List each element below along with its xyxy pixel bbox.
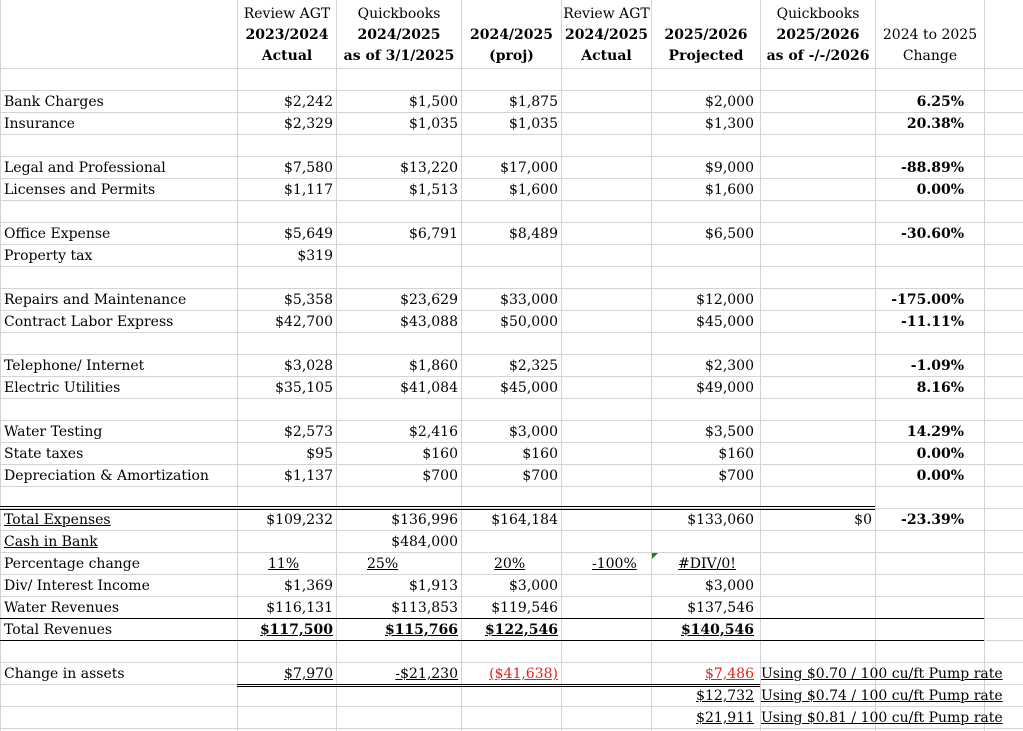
header-c6[interactable]: 2025/2026 Projected xyxy=(664,27,748,64)
cell-qb-2425[interactable]: $6,791 xyxy=(409,226,458,242)
cell-proj-2526[interactable]: $700 xyxy=(718,468,754,484)
cell-actual-2425[interactable] xyxy=(562,245,634,267)
cell-actual-2324[interactable]: $117,500 xyxy=(259,622,333,638)
cell-proj-2526[interactable]: $160 xyxy=(718,446,754,462)
cell-qb-2425[interactable]: $113,853 xyxy=(391,600,458,616)
cell-actual-2425[interactable] xyxy=(562,597,634,619)
cell-actual-2324[interactable]: $7,580 xyxy=(284,160,333,176)
cell-proj-2526[interactable]: $3,500 xyxy=(705,424,754,440)
cell-qb-2526[interactable] xyxy=(761,465,872,487)
row-label[interactable]: Legal and Professional xyxy=(4,160,166,176)
cell-proj-2526[interactable]: $6,500 xyxy=(705,226,754,242)
cell-actual-2324[interactable]: $2,329 xyxy=(284,116,333,132)
cell-proj-2425[interactable]: $119,546 xyxy=(491,600,558,616)
revenue-separator xyxy=(0,618,984,619)
cell-qb-2526[interactable] xyxy=(761,157,872,179)
change-in-assets-qb-2425[interactable]: -$21,230 xyxy=(395,666,458,682)
cell-qb-2526[interactable] xyxy=(761,113,872,135)
row-label[interactable]: Total Expenses xyxy=(4,512,111,528)
cell-qb-2425[interactable]: $115,766 xyxy=(384,622,458,638)
cell-change[interactable] xyxy=(876,245,964,267)
row-label[interactable]: Percentage change xyxy=(4,556,141,572)
cell-qb-2526[interactable] xyxy=(761,531,872,553)
cell-change[interactable]: 14.29% xyxy=(906,424,964,440)
cell-qb-2425[interactable] xyxy=(337,245,458,267)
cell-qb-2425[interactable]: $2,416 xyxy=(409,424,458,440)
cell-qb-2526[interactable] xyxy=(761,553,872,575)
change-in-assets-2324[interactable]: $7,970 xyxy=(284,666,333,682)
cell-proj-2425[interactable]: $1,035 xyxy=(509,116,558,132)
row-label[interactable]: Property tax xyxy=(4,248,93,264)
cell-actual-2324[interactable]: $116,131 xyxy=(266,600,333,616)
scenario-note[interactable]: Using $0.70 / 100 cu/ft Pump rate xyxy=(761,666,1003,682)
cell-proj-2425[interactable]: $1,600 xyxy=(509,182,558,198)
cell-actual-2324[interactable]: $5,649 xyxy=(284,226,333,242)
cell-change[interactable]: 0.00% xyxy=(916,446,964,462)
cell-actual-2425[interactable] xyxy=(562,377,634,399)
row-label[interactable]: Telephone/ Internet xyxy=(4,358,145,374)
cell-proj-2425[interactable]: $160 xyxy=(522,446,558,462)
row-label[interactable]: Water Testing xyxy=(4,424,103,440)
cell-proj-2526[interactable]: $9,000 xyxy=(705,160,754,176)
cell-actual-2324[interactable]: 11% xyxy=(268,556,300,572)
cell-proj-2526[interactable] xyxy=(652,531,754,553)
cell-proj-2425[interactable] xyxy=(462,245,558,267)
cell-actual-2324[interactable]: $2,573 xyxy=(284,424,333,440)
cell-proj-2425[interactable]: $700 xyxy=(522,468,558,484)
cell-proj-2526[interactable]: $3,000 xyxy=(705,578,754,594)
cell-actual-2425[interactable] xyxy=(562,311,634,333)
cell-actual-2425[interactable]: -100% xyxy=(592,556,637,572)
cell-proj-2526[interactable]: $140,546 xyxy=(680,622,754,638)
cell-actual-2425[interactable] xyxy=(562,289,634,311)
scenario-value[interactable]: $7,486 xyxy=(705,666,754,682)
cell-actual-2425[interactable] xyxy=(562,421,634,443)
cell-qb-2425[interactable]: $43,088 xyxy=(400,314,458,330)
scenario-value[interactable]: $12,732 xyxy=(696,688,754,704)
header-c2[interactable]: Review AGT 2023/2024 Actual xyxy=(243,6,331,64)
cell-qb-2425[interactable]: $136,996 xyxy=(391,512,458,528)
cell-actual-2324[interactable]: $42,700 xyxy=(275,314,333,330)
cell-actual-2324[interactable]: $319 xyxy=(297,248,333,264)
cell-change[interactable] xyxy=(876,531,964,553)
cell-change[interactable] xyxy=(876,553,964,575)
row-label[interactable]: Insurance xyxy=(4,116,75,132)
cell-qb-2425[interactable]: $13,220 xyxy=(400,160,458,176)
cell-proj-2526[interactable]: $1,300 xyxy=(705,116,754,132)
cell-change[interactable]: -1.09% xyxy=(910,358,964,374)
cell-proj-2425[interactable]: $1,875 xyxy=(509,94,558,110)
totals-separator-2 xyxy=(0,509,875,510)
scenario-note[interactable]: Using $0.74 / 100 cu/ft Pump rate xyxy=(761,688,1003,704)
cell-change[interactable]: -88.89% xyxy=(901,160,964,176)
cell-proj-2526[interactable]: $1,600 xyxy=(705,182,754,198)
cell-actual-2324[interactable]: $109,232 xyxy=(266,512,333,528)
cell-actual-2425[interactable] xyxy=(562,509,634,531)
row-label[interactable]: State taxes xyxy=(4,446,84,462)
scenario-value[interactable]: $21,911 xyxy=(696,710,754,726)
cell-change[interactable]: -11.11% xyxy=(901,314,964,330)
cell-qb-2526[interactable] xyxy=(761,91,872,113)
cell-qb-2425[interactable]: $23,629 xyxy=(400,292,458,308)
cell-actual-2324[interactable]: $3,028 xyxy=(284,358,333,374)
cell-qb-2526[interactable] xyxy=(761,245,872,267)
row-label[interactable]: Cash in Bank xyxy=(4,534,98,550)
cell-qb-2425[interactable]: $1,860 xyxy=(409,358,458,374)
header-c7[interactable]: Quickbooks 2025/2026 as of -/-/2026 xyxy=(766,6,870,64)
cell-qb-2526[interactable] xyxy=(761,179,872,201)
row-label[interactable]: Water Revenues xyxy=(4,600,120,616)
cell-qb-2425[interactable]: $484,000 xyxy=(391,534,458,550)
cell-qb-2425[interactable]: $700 xyxy=(422,468,458,484)
cell-proj-2425[interactable]: $164,184 xyxy=(491,512,558,528)
cell-actual-2324[interactable]: $35,105 xyxy=(275,380,333,396)
cell-proj-2425[interactable]: $33,000 xyxy=(500,292,558,308)
row-label[interactable]: Bank Charges xyxy=(4,94,104,110)
change-in-assets-label[interactable]: Change in assets xyxy=(4,666,125,682)
cell-change[interactable] xyxy=(876,597,964,619)
cell-actual-2425[interactable] xyxy=(562,113,634,135)
cell-proj-2425[interactable]: $50,000 xyxy=(500,314,558,330)
cell-actual-2324[interactable]: $1,117 xyxy=(284,182,333,198)
cell-qb-2526[interactable] xyxy=(761,443,872,465)
cell-change[interactable]: 6.25% xyxy=(916,94,964,110)
cell-proj-2425[interactable] xyxy=(462,531,558,553)
cell-qb-2526[interactable] xyxy=(761,311,872,333)
cell-qb-2526[interactable] xyxy=(761,619,872,641)
cell-change[interactable]: 0.00% xyxy=(916,468,964,484)
cell-change[interactable] xyxy=(876,575,964,597)
cell-qb-2425[interactable]: $1,513 xyxy=(409,182,458,198)
cell-proj-2526[interactable]: $137,546 xyxy=(687,600,754,616)
cell-qb-2526[interactable] xyxy=(761,355,872,377)
cell-actual-2425[interactable] xyxy=(562,179,634,201)
cell-proj-2425[interactable]: $3,000 xyxy=(509,424,558,440)
cell-actual-2425[interactable] xyxy=(562,223,634,245)
cell-change[interactable]: 8.16% xyxy=(916,380,964,396)
row-label[interactable]: Depreciation & Amortization xyxy=(4,468,209,484)
cell-actual-2425[interactable] xyxy=(562,157,634,179)
cell-qb-2526[interactable] xyxy=(761,421,872,443)
cell-proj-2425[interactable]: $45,000 xyxy=(500,380,558,396)
row-label[interactable]: Div/ Interest Income xyxy=(4,578,150,594)
cell-proj-2425[interactable]: 20% xyxy=(494,556,526,572)
header-c4[interactable]: 2024/2025 (proj) xyxy=(469,27,554,64)
cell-proj-2425[interactable]: $3,000 xyxy=(509,578,558,594)
cell-qb-2425[interactable]: $160 xyxy=(422,446,458,462)
cell-actual-2324[interactable]: $1,369 xyxy=(284,578,333,594)
row-label[interactable]: Repairs and Maintenance xyxy=(4,292,187,308)
cell-actual-2324[interactable]: $2,242 xyxy=(284,94,333,110)
cell-change[interactable]: -23.39% xyxy=(901,512,964,528)
cell-change[interactable]: 0.00% xyxy=(916,182,964,198)
cell-proj-2526[interactable]: $12,000 xyxy=(696,292,754,308)
scenario-note[interactable]: Using $0.81 / 100 cu/ft Pump rate xyxy=(761,710,1003,726)
error-marker-icon xyxy=(652,553,658,559)
cell-proj-2526[interactable]: $2,300 xyxy=(705,358,754,374)
cell-qb-2526[interactable] xyxy=(761,377,872,399)
row-label[interactable]: Electric Utilities xyxy=(4,380,121,396)
change-in-assets-proj-2425[interactable]: ($41,638) xyxy=(489,666,558,682)
cell-actual-2425[interactable] xyxy=(562,465,634,487)
cell-actual-2425[interactable] xyxy=(562,575,634,597)
cell-actual-2425[interactable] xyxy=(562,443,634,465)
cell-actual-2324[interactable] xyxy=(238,531,333,553)
cell-qb-2526[interactable] xyxy=(761,223,872,245)
header-c8[interactable]: 2024 to 2025 Change xyxy=(882,27,978,64)
cell-qb-2526[interactable] xyxy=(761,597,872,619)
cell-qb-2425[interactable]: 25% xyxy=(367,556,399,572)
header-c5[interactable]: Review AGT 2024/2025 Actual xyxy=(563,6,650,64)
cell-proj-2526[interactable]: $133,060 xyxy=(687,512,754,528)
cell-proj-2526[interactable]: #DIV/0! xyxy=(678,556,736,572)
row-label[interactable]: Licenses and Permits xyxy=(4,182,156,198)
cell-actual-2425[interactable] xyxy=(562,91,634,113)
cell-actual-2324[interactable]: $1,137 xyxy=(284,468,333,484)
cell-proj-2526[interactable]: $49,000 xyxy=(696,380,754,396)
cell-qb-2526[interactable]: $0 xyxy=(854,512,872,528)
cell-qb-2425[interactable]: $1,500 xyxy=(409,94,458,110)
cell-qb-2526[interactable] xyxy=(761,289,872,311)
cell-actual-2425[interactable] xyxy=(562,355,634,377)
cell-actual-2324[interactable]: $5,358 xyxy=(284,292,333,308)
cell-proj-2425[interactable]: $122,546 xyxy=(484,622,558,638)
cell-change[interactable]: -30.60% xyxy=(901,226,964,242)
cell-proj-2526[interactable] xyxy=(652,245,754,267)
cell-qb-2526[interactable] xyxy=(761,575,872,597)
cell-change[interactable]: 20.38% xyxy=(906,116,964,132)
row-label[interactable]: Contract Labor Express xyxy=(4,314,174,330)
row-label[interactable]: Office Expense xyxy=(4,226,111,242)
cell-proj-2425[interactable]: $2,325 xyxy=(509,358,558,374)
cell-actual-2425[interactable] xyxy=(562,531,634,553)
cell-actual-2324[interactable]: $95 xyxy=(306,446,333,462)
header-c3[interactable]: Quickbooks 2024/2025 as of 3/1/2025 xyxy=(343,6,455,64)
cell-proj-2425[interactable]: $8,489 xyxy=(509,226,558,242)
cell-qb-2425[interactable]: $1,035 xyxy=(409,116,458,132)
revenue-separator-2 xyxy=(0,640,984,641)
totals-separator xyxy=(0,506,875,507)
cell-qb-2425[interactable]: $1,913 xyxy=(409,578,458,594)
cell-proj-2526[interactable]: $2,000 xyxy=(705,94,754,110)
cell-proj-2425[interactable]: $17,000 xyxy=(500,160,558,176)
cell-change[interactable] xyxy=(876,619,964,641)
cell-qb-2425[interactable]: $41,084 xyxy=(400,380,458,396)
cell-change[interactable]: -175.00% xyxy=(891,292,964,308)
cell-actual-2425[interactable] xyxy=(562,619,634,641)
cell-proj-2526[interactable]: $45,000 xyxy=(696,314,754,330)
row-label[interactable]: Total Revenues xyxy=(4,622,113,638)
